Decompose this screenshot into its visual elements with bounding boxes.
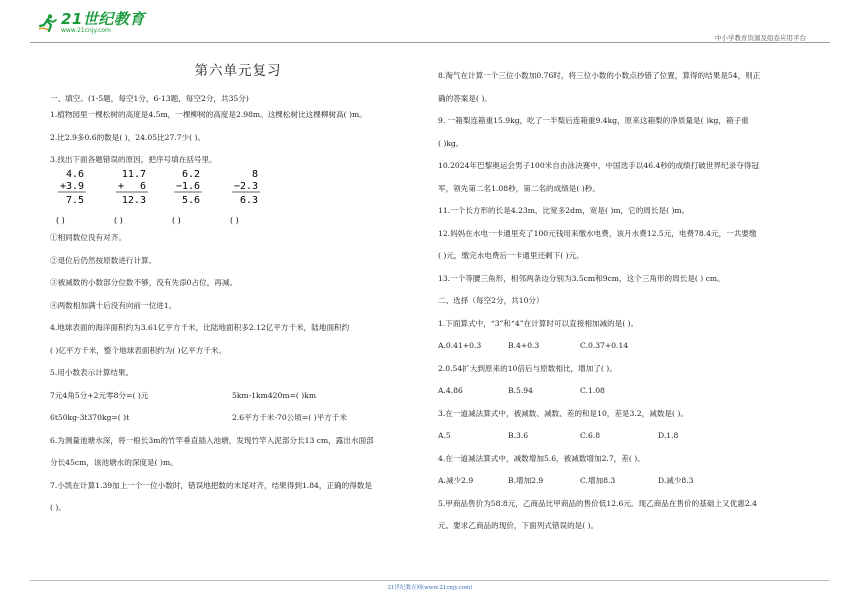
question-5-item-1: 7元4角5分+2元零8分=( )元 <box>50 390 149 400</box>
calc-3-result: 5.6 <box>181 195 200 206</box>
choice-1-options <box>438 340 822 351</box>
calc-4-answer-bracket: ( ) <box>230 216 239 225</box>
choice-2-option-b[interactable]: B.5.94 <box>508 386 533 395</box>
question-2: 2.比2.9多0.6的数是( )，24.05比27.7少( )。 <box>50 132 206 142</box>
choice-2-option-c[interactable]: C.1.08 <box>580 386 605 395</box>
choice-1-option-b[interactable]: B.4+0.3 <box>508 341 540 350</box>
section-choice-heading: 二、选择（每空2分，共10分） <box>438 296 544 305</box>
calc-1-bottom: 3.9 <box>65 181 84 192</box>
choice-2: 2.0.54扩大到原来的10倍后与原数相比，增加了( )。 <box>438 363 617 373</box>
choice-4-option-d[interactable]: D.减少8.3 <box>658 476 694 485</box>
question-9-line-2: ( )kg。 <box>438 138 464 148</box>
question-4-line-1: 4.地球表面的海洋面积约为3.61亿平方千米，比陆地面积多2.12亿平方千米，陆地面积约 <box>50 323 350 332</box>
calc-3-answer-bracket: ( ) <box>172 216 181 225</box>
choice-2-options <box>438 385 822 396</box>
calc-examples <box>54 165 426 227</box>
calc-3-bottom: 1.6 <box>181 181 200 192</box>
choice-3-option-d[interactable]: D.1.8 <box>658 431 679 440</box>
question-1: 1.植物园里一棵松树的高度是4.5m，一棵柳树的高度是2.98m。这棵松树比这棵柳树高( )m。 <box>50 110 367 119</box>
reason-4: ④两数相加满十后没有向前一位进1。 <box>50 300 177 310</box>
question-9-line-1: 9. 一箱梨连箱重15.9kg，吃了一半梨后连箱重9.4kg，原来这箱梨的净质量是( )kg，箱子重 <box>438 116 749 125</box>
reason-2: ②退位后仍然按原数进行计算。 <box>50 255 157 265</box>
calc-example-1 <box>54 165 106 227</box>
question-5-item-4: 2.6平方千米-70公顷=( )平方千米 <box>232 413 347 422</box>
question-5-row-1 <box>50 390 426 401</box>
calc-4-op: − <box>234 181 241 192</box>
question-5-item-2: 5km-1km420m=( )km <box>232 390 317 400</box>
question-8-line-2: 确的答案是( )。 <box>438 93 492 103</box>
page-header <box>0 0 860 44</box>
question-12-line-1: 12.妈妈在水电一卡通里充了100元钱用来缴水电费，该月水费12.5元，电费78.4元，一共要缴 <box>438 228 757 238</box>
calc-1-op: + <box>60 181 67 192</box>
question-6-line-2: 分长45cm，该池塘水的深度是( )m。 <box>50 458 178 467</box>
logo-url: www.21cnjy.com <box>61 27 111 34</box>
question-12-line-2: ( )元，缴完水电费后一卡通里还剩下( )元。 <box>438 251 584 260</box>
question-10-line-1: 10.2024年巴黎奥运会男子100米自由泳决赛中，中国选手以46.4秒的成绩打破世界纪录夺得冠 <box>438 161 759 170</box>
runner-logo-icon <box>38 13 58 33</box>
calc-example-2 <box>112 165 164 227</box>
choice-5-line-2: 元。要求乙商品的现价，下面列式错误的是( )。 <box>438 521 599 530</box>
choice-3-option-a[interactable]: A.5 <box>438 431 451 440</box>
calc-2-top: 11.7 <box>121 169 146 180</box>
choice-4-option-c[interactable]: C.增加8.3 <box>580 476 616 485</box>
choice-4-option-a[interactable]: A.减少2.9 <box>438 476 474 485</box>
section-fill-in-heading: 一、填空。(1-5题，每空1分，6-13题，每空2分，共35分) <box>50 94 249 103</box>
page-title: 第六单元复习 <box>194 63 282 79</box>
footer-link[interactable]: 21世纪教育网(www.21cnjy.com) <box>387 585 473 591</box>
calc-2-op: + <box>118 181 125 192</box>
site-logo[interactable] <box>38 12 145 34</box>
question-6-line-1: 6.为测量池塘水深，将一根长3m的竹竿垂直插入池塘，发现竹竿入泥部分长13 cm，露出水面部 <box>50 435 374 445</box>
calc-2-result: 12.3 <box>121 195 146 206</box>
calc-3-top: 6.2 <box>181 169 200 180</box>
right-column <box>438 70 822 531</box>
question-8-line-1: 8.淘气在计算一个三位小数加0.76时，将三位小数的小数点抄错了位置，算得的结果是54，则正 <box>438 71 761 80</box>
choice-1-option-c[interactable]: C.0.37+0.14 <box>580 341 629 350</box>
calc-1-result: 7.5 <box>65 195 84 206</box>
question-5: 5.用小数表示计算结果。 <box>50 368 134 377</box>
calc-2-bottom: 6 <box>139 181 146 192</box>
calc-1-answer-bracket: ( ) <box>56 216 65 225</box>
question-7-line-1: 7.小凯在计算1.39加上一个一位小数时，错误地把数的末尾对齐，结果得到1.84，正确的得数是 <box>50 480 373 490</box>
choice-1: 1.下面算式中，“3”和“4”在计算时可以直接相加减的是( )。 <box>438 318 639 328</box>
calc-4-result: 6.3 <box>239 195 258 206</box>
choice-4-option-b[interactable]: B.增加2.9 <box>508 476 544 485</box>
choice-5-line-1: 5.甲商品售价为58.8元，乙商品比甲商品的售价低12.6元。现乙商品在售价的基础上又优惠2.4 <box>438 498 757 508</box>
calc-3-op: − <box>176 181 183 192</box>
question-11: 11.一个长方形的长是4.23m，比宽多2dm，宽是( )m，它的周长是( )m。 <box>438 206 690 215</box>
choice-2-option-a[interactable]: A.4.86 <box>438 386 463 395</box>
calc-example-3 <box>170 165 222 227</box>
choice-3-option-c[interactable]: C.6.8 <box>580 431 601 440</box>
calc-4-top: 8 <box>251 169 258 180</box>
footer-divider <box>30 580 830 581</box>
question-4-line-2: ( )亿平方千米，整个地球表面积约为( )亿平方千米。 <box>50 345 227 355</box>
logo-title: 21世纪教育 <box>61 10 145 28</box>
left-column <box>50 58 426 513</box>
choice-3-options <box>438 430 822 441</box>
choice-3-option-b[interactable]: B.3.6 <box>508 431 529 440</box>
header-divider <box>30 42 830 43</box>
question-7-line-2: ( )。 <box>50 503 66 512</box>
calc-example-4 <box>228 165 280 227</box>
choice-4-options <box>438 475 822 486</box>
platform-label: 中小学教育资源及组卷应用平台 <box>715 34 806 42</box>
calc-4-bottom: 2.3 <box>239 181 258 192</box>
question-5-item-3: 6t50kg-3t370kg=( )t <box>50 413 130 422</box>
question-10-line-2: 军，领先第二名1.08秒，第二名的成绩是( )秒。 <box>438 183 600 193</box>
question-3: 3.找出下面各题错误的原因，把序号填在括号里。 <box>50 155 217 164</box>
question-5-row-2 <box>50 412 426 423</box>
reason-3: ③被减数的小数部分位数不够，没有先添0占位，再减。 <box>50 278 238 287</box>
calc-2-answer-bracket: ( ) <box>114 216 123 225</box>
reason-1: ①相同数位没有对齐。 <box>50 233 126 242</box>
calc-1-top: 4.6 <box>65 169 84 180</box>
question-13: 13.一个等腰三角形，相邻两条边分别为3.5cm和9cm，这个三角形的周长是( ) cm。 <box>438 273 725 283</box>
choice-1-option-a[interactable]: A.0.41+0.3 <box>438 341 482 350</box>
choice-4: 4.在一道减法算式中，减数增加5.6，被减数增加2.7，差( )。 <box>438 453 645 463</box>
choice-3: 3.在一道减法算式中，被减数、减数、差的和是10，差是3.2，减数是( )。 <box>438 408 688 418</box>
